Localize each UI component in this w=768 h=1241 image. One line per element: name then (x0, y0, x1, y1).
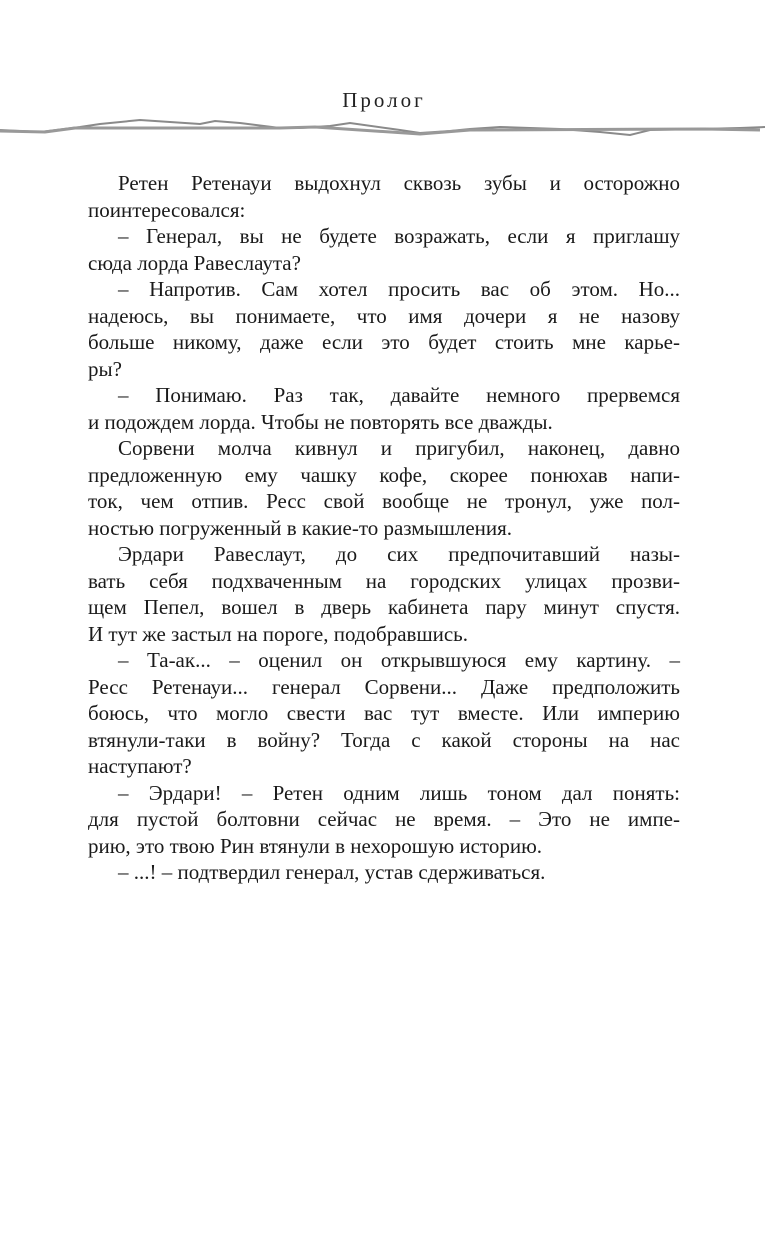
torn-divider-ornament (0, 112, 768, 142)
text-line: и подождем лорда. Чтобы не повторять все дважды. (88, 409, 553, 434)
text-line: И тут же застыл на пороге, подобравшись. (88, 621, 468, 646)
paragraph (88, 170, 680, 223)
paragraph (88, 647, 680, 780)
text-line: предложенную ему чашку кофе, скорее понюхав напи- (88, 462, 680, 487)
paragraph (88, 382, 680, 435)
text-line: вать себя подхваченным на городских улицах прозви- (88, 568, 680, 593)
paragraph (88, 541, 680, 647)
text-line: – ...! – подтвердил генерал, устав сдерживаться. (118, 860, 546, 884)
text-line: ток, чем отпив. Ресс свой вообще не тронул, уже пол- (88, 489, 680, 513)
text-line: больше никому, даже если это будет стоить мне карье- (88, 330, 680, 354)
text-line: Ресс Ретенауи... генерал Сорвени... Даже предположить (88, 674, 680, 699)
text-line: поинтересовался: (88, 197, 246, 222)
body-text (88, 170, 680, 886)
text-line: щем Пепел, вошел в дверь кабинета пару минут спустя. (88, 595, 680, 619)
paragraph (88, 276, 680, 382)
chapter-title: Пролог (342, 88, 426, 112)
text-line: – Генерал, вы не будете возражать, если я приглашу (118, 224, 680, 248)
text-line: боюсь, что могло свести вас тут вместе. Или империю (88, 701, 680, 725)
text-line: – Напротив. Сам хотел просить вас об этом. Но... (118, 277, 680, 301)
text-line: наступают? (88, 754, 192, 778)
text-line: Сорвени молча кивнул и пригубил, наконец, давно (118, 436, 680, 460)
text-line: для пустой болтовни сейчас не время. – Это не импе- (88, 807, 680, 831)
paragraph (88, 435, 680, 541)
text-line: надеюсь, вы понимаете, что имя дочери я не назову (88, 303, 680, 328)
text-line: рию, это твою Рин втянули в нехорошую историю. (88, 833, 543, 858)
paragraph (88, 223, 680, 276)
text-line: – Та-ак... – оценил он открывшуюся ему картину. – (118, 648, 680, 672)
text-line: ры? (88, 356, 122, 381)
text-line: ностью погруженный в какие-то размышления. (88, 515, 513, 540)
text-line: – Эрдари! – Ретен одним лишь тоном дал понять: (118, 780, 680, 805)
paragraph (88, 859, 680, 886)
text-line: Эрдари Равеслаут, до сих предпочитавший назы- (118, 542, 680, 566)
text-line: Ретен Ретенауи выдохнул сквозь зубы и осторожно (118, 171, 680, 195)
paragraph (88, 780, 680, 860)
text-line: сюда лорда Равеслаута? (88, 250, 301, 275)
text-line: – Понимаю. Раз так, давайте немного прервемся (118, 383, 680, 407)
text-line: втянули-таки в войну? Тогда с какой стороны на нас (88, 727, 680, 752)
